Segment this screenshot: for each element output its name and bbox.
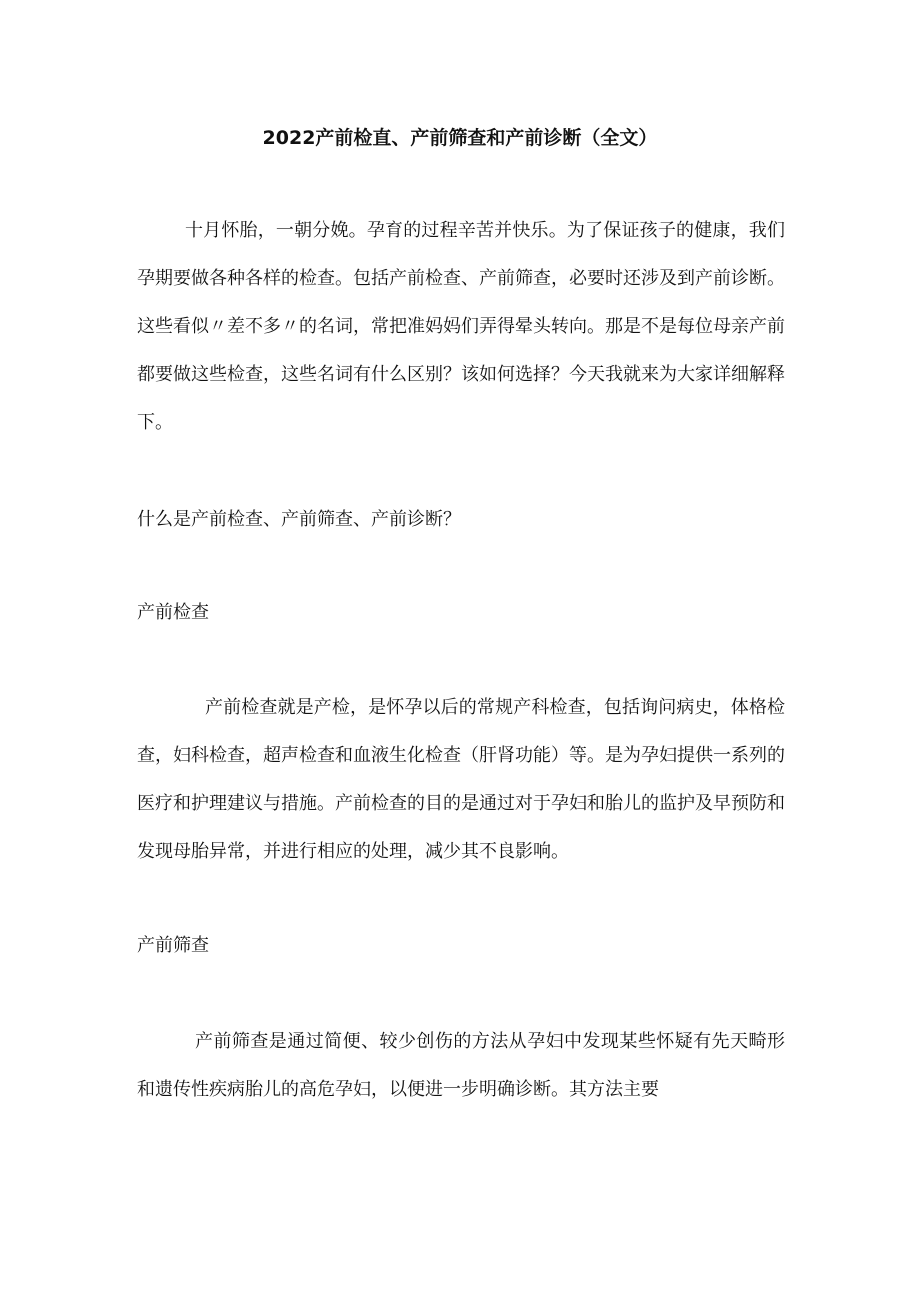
intro-paragraph: 十月怀胎，一朝分娩。孕育的过程辛苦并快乐。为了保证孩子的健康，我们孕期要做各种各样的检查。包括产前检查、产前筛查，必要时还涉及到产前诊断。这些看似〃差不多〃的名词，常把准妈妈们弄得晕头转向。那是不是每位母亲产前都要做这些检查，这些名词有什么区别？该如何选择？今天我就来为大家详细解释下。 (137, 220, 785, 433)
section-body-prenatal-check: 产前检查就是产检，是怀孕以后的常规产科检查，包括询问病史，体格检查，妇科检查，超声检查和血液生化检查（肝肾功能）等。是为孕妇提供一系列的医疗和护理建议与措施。产前检查的目的是通过对于孕妇和胎儿的监护及早预防和发现母胎异常，并进行相应的处理，减少其不良影响。 (137, 697, 785, 862)
section-body-prenatal-screening: 产前筛查是通过简便、较少创伤的方法从孕妇中发现某些怀疑有先天畸形和遗传性疾病胎儿的高危孕妇，以便进一步明确诊断。其方法主要 (137, 1031, 785, 1100)
section-heading-prenatal-check: 产前检查 (137, 602, 209, 623)
document-title: 2022产前检直、产前筛查和产前诊断（全文） (262, 127, 658, 149)
section-heading-prenatal-screening: 产前筛查 (137, 935, 209, 956)
question-heading: 什么是产前检查、产前筛查、产前诊断？ (137, 509, 461, 530)
